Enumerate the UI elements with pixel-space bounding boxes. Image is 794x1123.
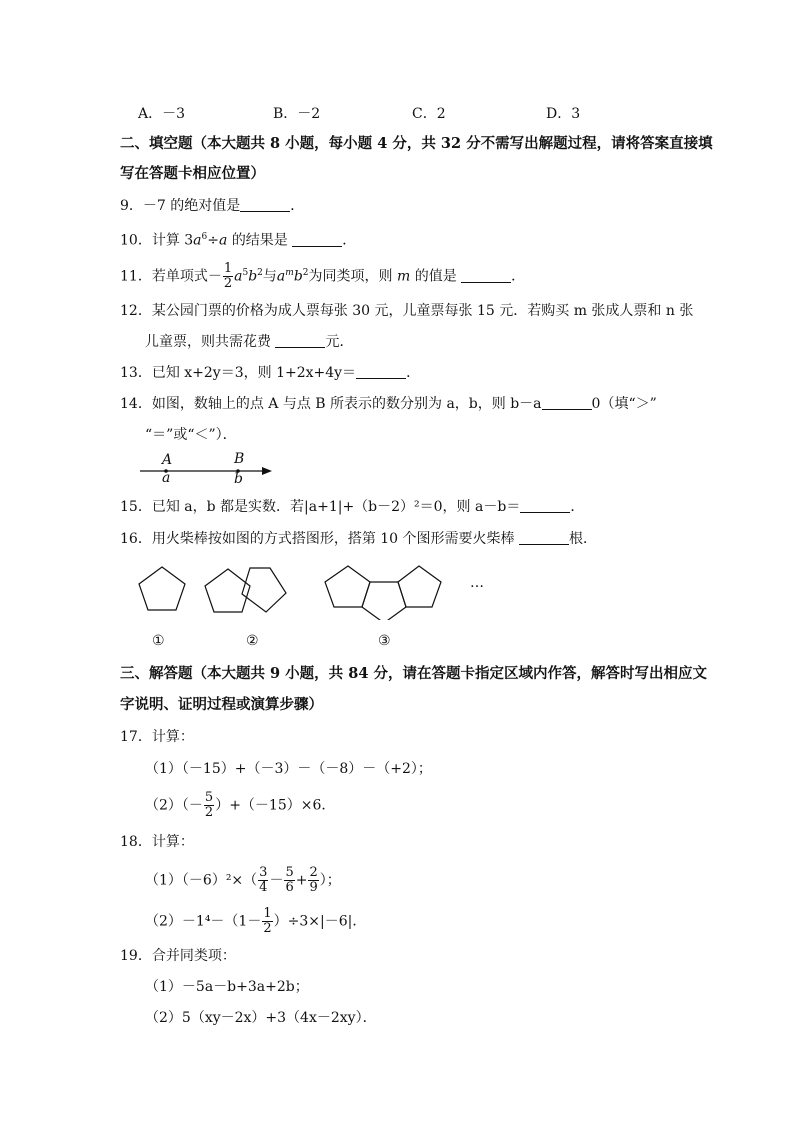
figure-label-3: ③: [378, 633, 391, 649]
question-12-cont: 儿童票，则共需花费 元．: [145, 334, 354, 350]
option-a: A．－3: [138, 106, 186, 122]
question-19-part2: （2）5（xy－2x）+3（4x－2xy）．: [145, 1010, 377, 1026]
question-18-part1: （1）（－6）²×（ $\frac{3}{4}$ － $\frac{5}{6}$ + $\frac{2}{9}$ ）；: [145, 865, 341, 895]
question-16: 16．用火柴棒按如图的方式搭图形，搭第 10 个图形需要火柴棒 根．: [120, 531, 597, 547]
point-a-label: A: [162, 452, 173, 468]
figure-label-1: ①: [152, 633, 165, 649]
figure-label-2: ②: [246, 633, 259, 649]
question-19-title: 19．合并同类项：: [120, 948, 236, 964]
question-18-title: 18．计算：: [120, 834, 194, 850]
question-14: 14．如图，数轴上的点 A 与点 B 所表示的数分别为 a，b，则 b－a 0（填“＞”: [120, 396, 657, 412]
question-11: 11．若单项式－ $\frac{1}{2}$ $a^5b^2$与$a^mb^2$为同类项，则 m 的值是 ．: [120, 261, 526, 291]
question-19-part1: （1）－5a－b+3a+2b；: [145, 979, 309, 995]
figure-ellipsis: …: [470, 575, 484, 591]
question-15: 15．已知 a，b 都是实数．若|a+1|+（b－2）²＝0，则 a－b＝ ．: [120, 499, 585, 515]
point-b-label: B: [234, 451, 245, 467]
question-18-part2: （2）－1⁴－（1－ $\frac{1}{2}$ ）÷3×|－6|．: [145, 906, 367, 936]
section3-heading: 三、解答题（本大题共 9 小题，共 84 分，请在答题卡指定区域内作答，解答时写出相应文: [120, 665, 707, 682]
section2-heading: 二、填空题（本大题共 8 小题，每小题 4 分，共 32 分不需写出解题过程，请将答案直接填: [120, 135, 713, 152]
question-17-title: 17．计算：: [120, 729, 194, 745]
question-9: 9．－7 的绝对值是 ．: [120, 198, 305, 214]
section2-heading-cont: 写在答题卡相应位置）: [120, 165, 265, 182]
question-17-part2: （2）（－ $\frac{5}{2}$ ）+（－15）×6．: [145, 790, 336, 820]
question-13: 13．已知 x+2y＝3，则 1+2x+4y＝ ．: [120, 365, 421, 381]
option-d: D．3: [546, 106, 581, 122]
value-b-label: b: [234, 471, 243, 487]
option-c: C．2: [412, 106, 446, 122]
value-a-label: a: [162, 470, 171, 486]
option-b: B．－2: [273, 106, 321, 122]
question-14-cont: “＝”或“＜”）．: [145, 427, 237, 443]
question-12: 12．某公园门票的价格为成人票每张 30 元，儿童票每张 15 元．若购买 m 张成人票和 n 张: [120, 303, 694, 319]
section3-heading-cont: 字说明、证明过程或演算步骤）: [120, 696, 323, 713]
number-line-figure: [138, 450, 278, 488]
question-10: 10．计算 $3a^6\div a$ 的结果是 ．: [120, 232, 357, 249]
question-17-part1: （1）（－15）+（－3）－（－8）－（+2）；: [145, 761, 432, 777]
matchstick-figures: [130, 560, 460, 620]
